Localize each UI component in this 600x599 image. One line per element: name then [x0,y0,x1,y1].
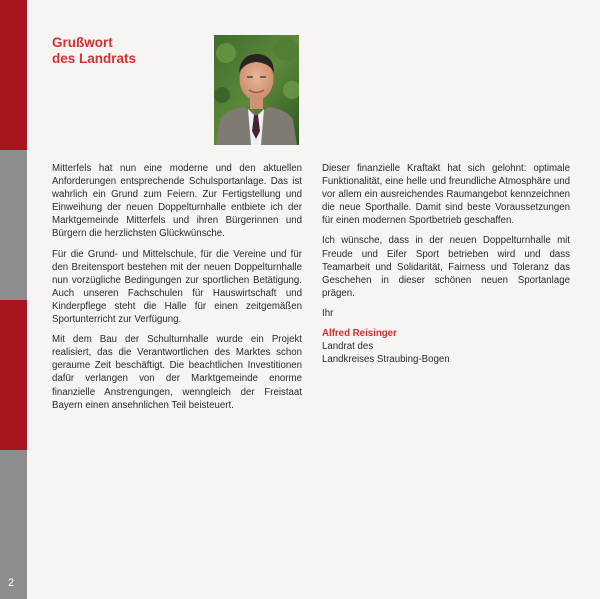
signature-block [322,307,570,366]
right-text-column [322,162,570,366]
paragraph: Für die Grund- und Mittelschule, für die Vereine und für den Breitensport bestehen mit der neuen Doppelturnhalle nun vorzügliche Bedingungen zur sportlichen Betätigung. Auch unseren Fachschulen für Hauswirtschaft und Kinderpflege steht die Halle für einen zeitgemäßen Sportunterricht zur Verfügung. [52,248,302,326]
title-line-1: Grußwort [52,35,113,50]
signatory-title-line-2: Landkreises Straubing-Bogen [322,354,450,366]
signatory-title-line-1: Landrat des [322,341,374,353]
page-number: 2 [8,577,15,589]
color-band-gray-upper [0,150,27,300]
color-band-red-lower [0,300,27,450]
paragraph: Ich wünsche, dass in der neuen Doppelturnhalle mit Freude und Eifer Sport betrieben wird und dass Teamarbeit und Solidarität, Fairness und Toleranz das Geschehen in dieser schönen neuen Sportanlage prägen. [322,235,570,299]
closing-greeting: Ihr [322,307,334,319]
signatory-name: Alfred Reisinger [322,328,397,340]
paragraph: Mitterfels hat nun eine moderne und den aktuellen Anforderungen entsprechende Schulsportanlage. Das ist wahrlich ein Grund zum Feiern. Zur Fertigstellung und Einweihung der neuen Doppelturnhalle entbiete ich der Marktgemeinde Mitterfels und ihren Bürgerinnen und Bürgern die herzlichsten Glückwünsche. [52,163,302,240]
paragraph: Dieser finanzielle Kraftakt hat sich gelohnt: optimale Funktionalität, eine helle und freundliche Atmosphäre und vor allem ein ausreichendes Raumangebot kennzeichnen die neue Sporthalle. Damit sind beste Voraussetzungen für einen modernen Sportbetrieb geschaffen. [322,163,570,227]
paragraph: Mit dem Bau der Schulturnhalle wurde ein Projekt realisiert, das die Verantwortlichen des Marktes schon geraume Zeit beschäftigt. Die beachtlichen Investitionen dafür verlangen von der Marktgemeinde enorme finanzielle Anstrengungen, wenngleich der Freistaat Bayern einen ansehnlichen Teil beisteuert. [52,334,302,411]
left-text-column [52,162,302,419]
title-line-2: des Landrats [52,51,137,66]
page-title [52,35,136,67]
color-band-red-top [0,0,27,150]
portrait-photo [214,35,299,145]
